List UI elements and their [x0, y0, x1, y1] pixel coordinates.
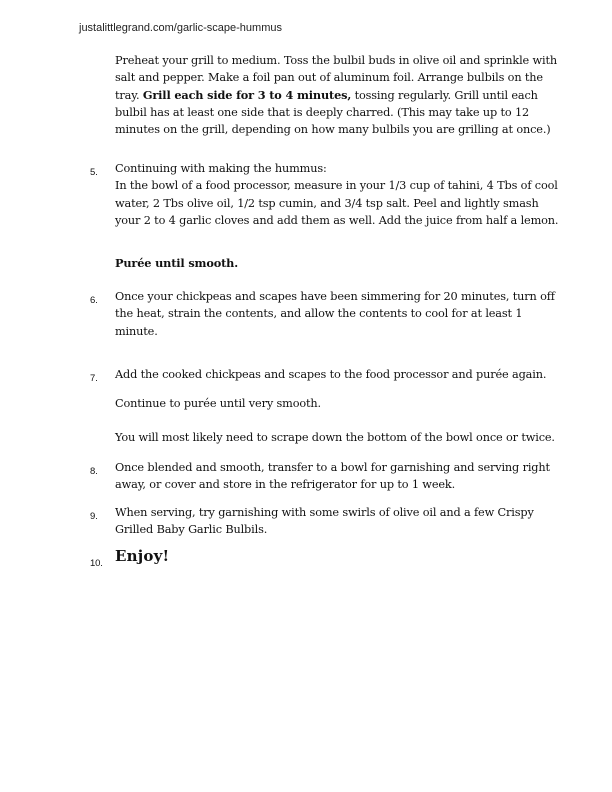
intro-bold-text: Grill each side for 3 to 4 minutes,	[142, 87, 352, 102]
step-9-text: When serving, try garnishing with some swirls of olive oil and a few Crispy Grilled Baby Garlic Bulbils.	[115, 506, 534, 537]
step-5-text	[115, 160, 565, 229]
step-8-text: Once blended and smooth, transfer to a bowl for garnishing and serving right away, or cover and store in the refrigerator for up to 1 week.	[115, 461, 550, 492]
step-7-line-3: You will most likely need to scrape down the bottom of the bowl once or twice.	[115, 431, 555, 444]
step-number-6: 6.	[90, 295, 98, 306]
step-6-text: Once your chickpeas and scapes have been simmering for 20 minutes, turn off the heat, strain the contents, and allow the contents to cool for at least 1 minute.	[115, 290, 555, 338]
step-number-9: 9.	[90, 511, 98, 522]
intro-text-1: Preheat your grill to medium. Toss the bulbil buds in olive oil and sprinkle with salt and pepper. Make a foil pan out of aluminum foil. Arrange bulbils on the tray.	[115, 54, 558, 102]
step-5-heading: Continuing with making the hummus:	[115, 162, 327, 175]
step-5-body: In the bowl of a food processor, measure in your 1/3 cup of tahini, 4 Tbs of cool water, 2 Tbs olive oil, 1/2 tsp cumin, and 3/4 tsp salt. Peel and lightly smash your 2 to 4 garlic cloves and add them as well. Add the juice from half a lemon.	[115, 179, 559, 227]
step-number-5: 5.	[90, 167, 98, 178]
step-10-text: Enjoy!	[115, 547, 170, 565]
step-number-7: 7.	[90, 373, 98, 384]
step-number-10: 10.	[90, 558, 103, 569]
intro-text-2: tossing regularly. Grill until each bulbil has at least one side that is deeply charred. (This may take up to 12 minutes on the grill, depending on how many bulbils you are grilling at once.)	[115, 88, 551, 137]
step-7-text: Add the cooked chickpeas and scapes to the food processor and purée again.	[115, 368, 547, 381]
step-7-line-2: Continue to purée until very smooth.	[115, 397, 321, 410]
step-number-8: 8.	[90, 466, 98, 477]
grill-bulbils-paragraph	[115, 52, 565, 138]
step-5-note: Purée until smooth.	[115, 256, 239, 270]
page-url: justalittlegrand.com/garlic-scape-hummus	[79, 22, 282, 34]
